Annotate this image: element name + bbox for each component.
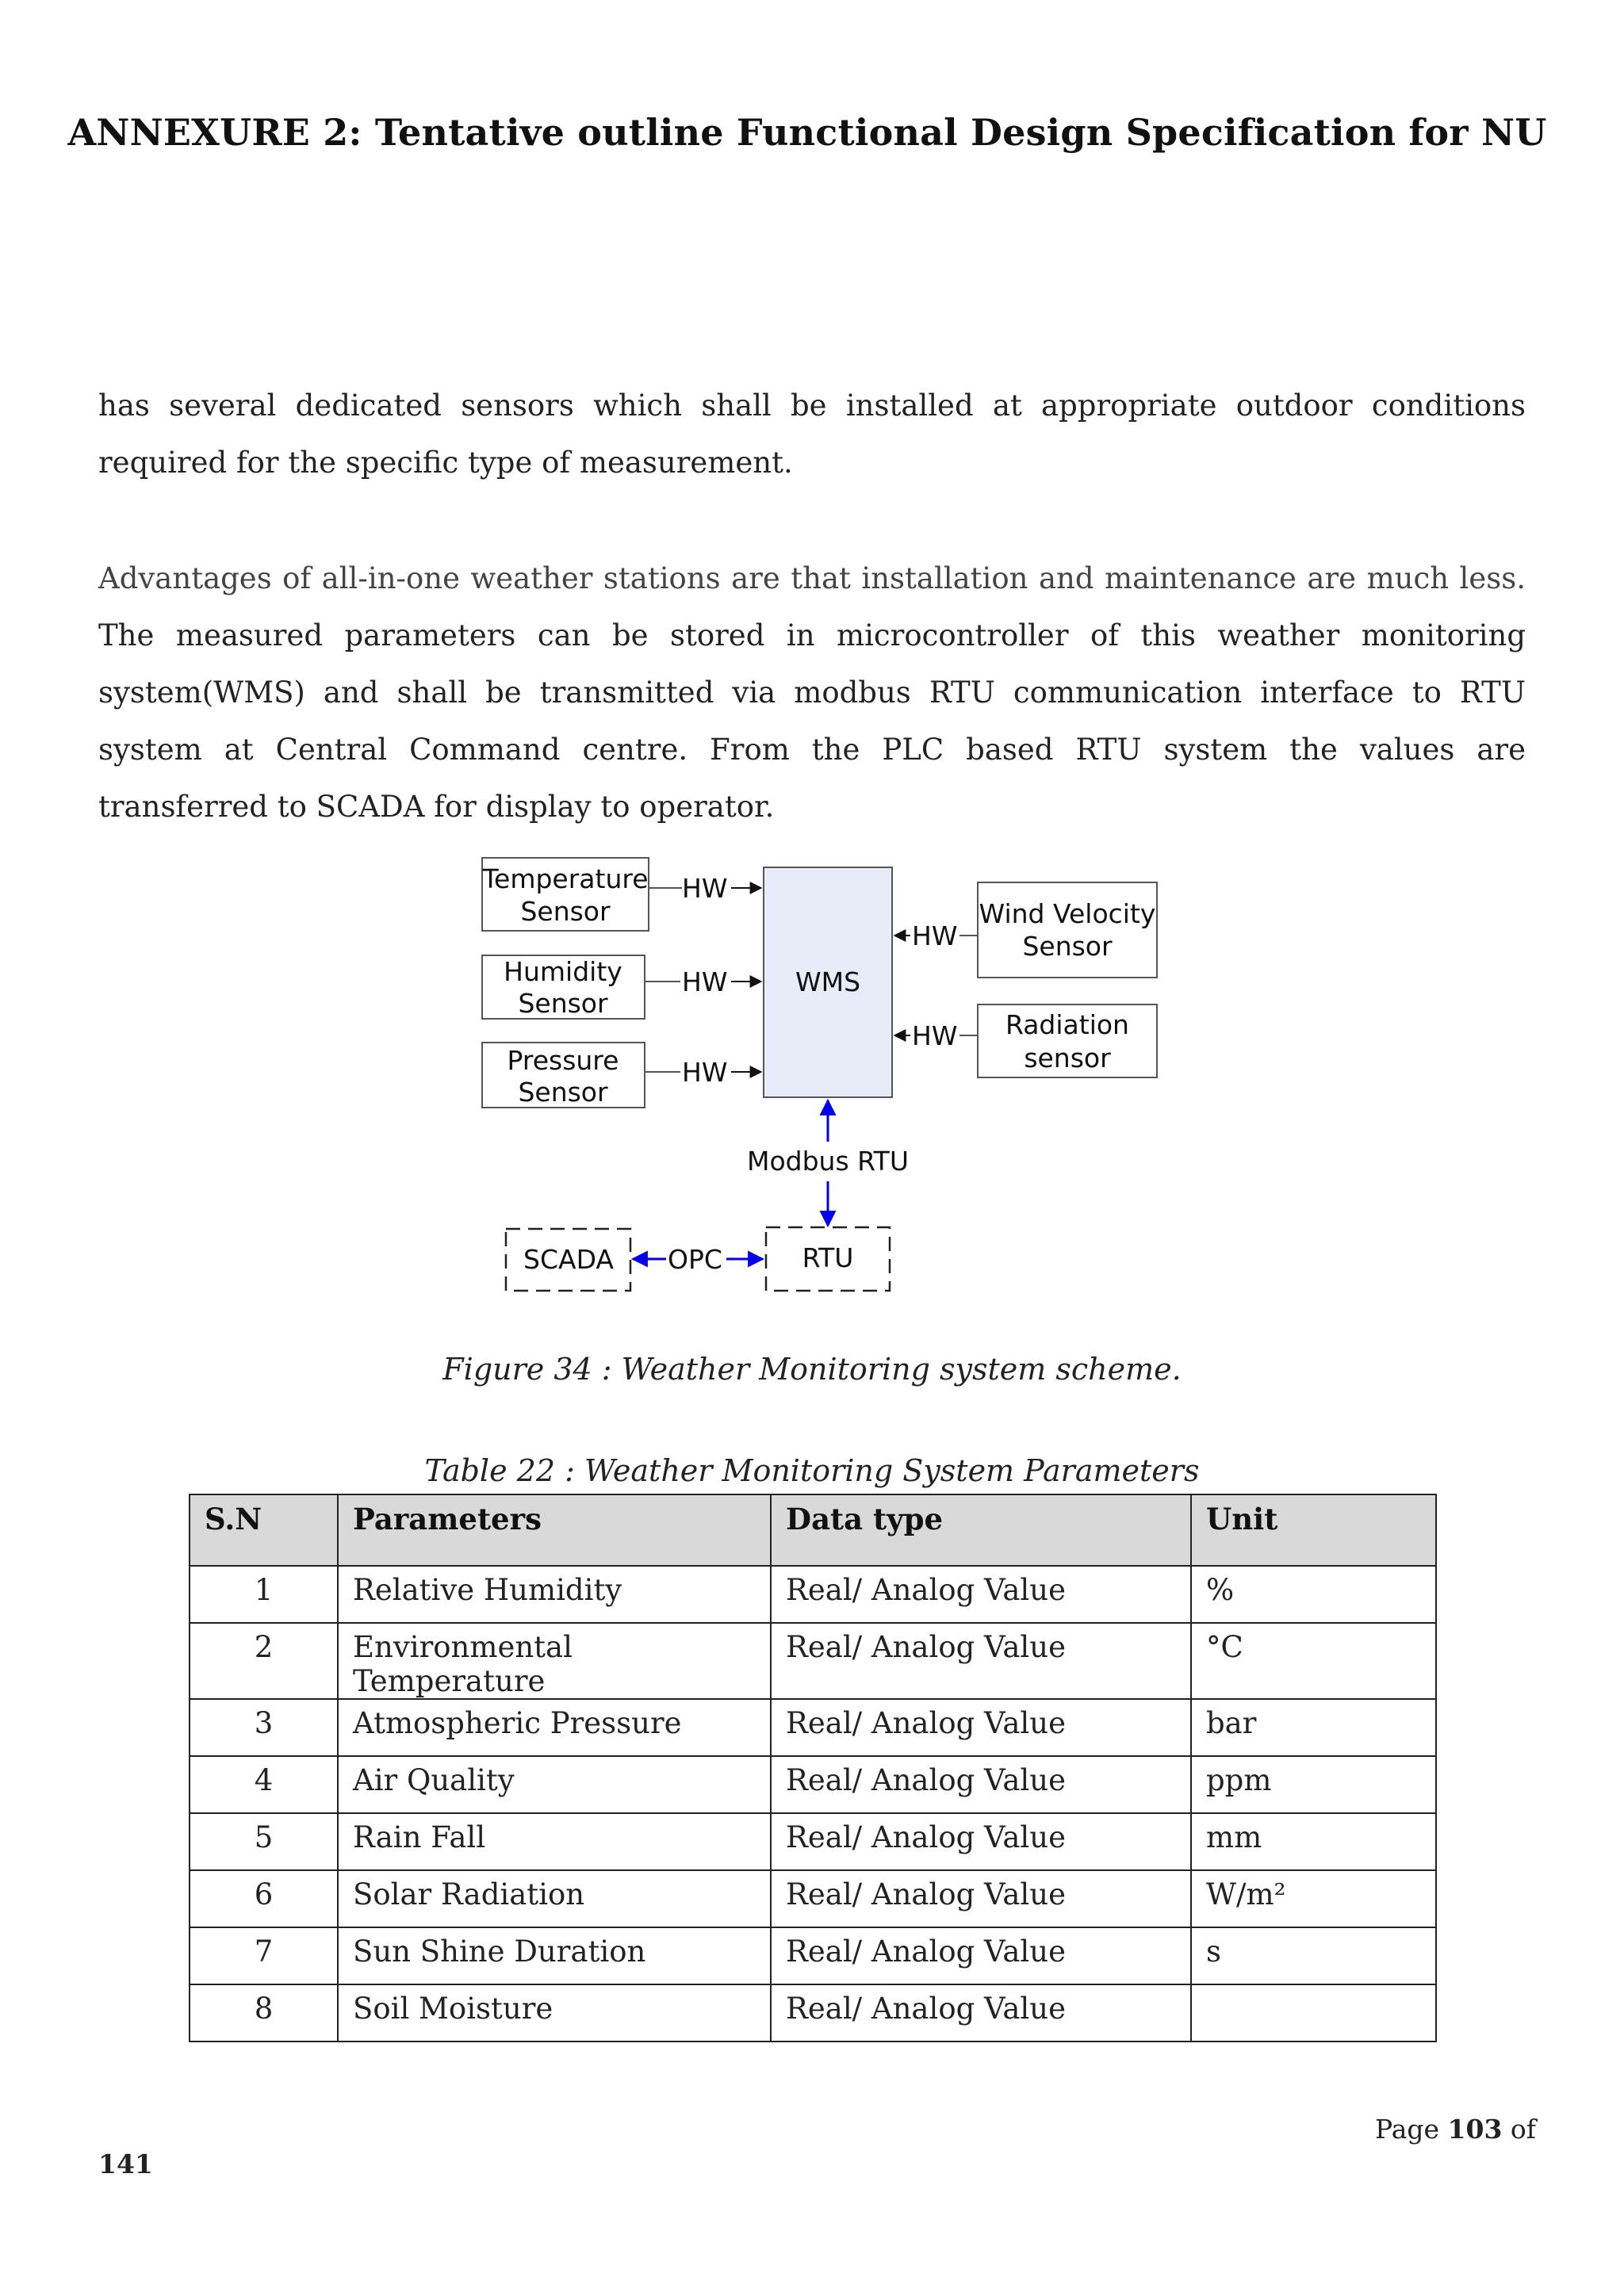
- radiation-sensor-label-1: Radiation: [1005, 1009, 1129, 1040]
- pressure-sensor-box: [482, 1043, 645, 1108]
- humidity-sensor-label-2: Sensor: [518, 988, 608, 1019]
- modbus-rtu-link: [747, 1100, 909, 1226]
- hw-link-pressure: [645, 1057, 761, 1088]
- cell-parameter: Relative Humidity: [338, 1566, 771, 1623]
- table-row: [190, 1927, 1436, 1984]
- hw-label-wind-velocity: HW: [912, 920, 958, 951]
- cell-sn: 5: [190, 1813, 338, 1870]
- table-row: [190, 1566, 1436, 1623]
- hw-link-temperature: [649, 873, 761, 904]
- wms-box: [764, 867, 892, 1097]
- hw-label-temperature: HW: [682, 873, 728, 904]
- cell-unit: °C: [1191, 1623, 1436, 1699]
- table-title: Table 22 : Weather Monitoring System Parameters: [424, 1453, 1200, 1488]
- header-data-type: Data type: [771, 1494, 1191, 1566]
- pressure-sensor-label-1: Pressure: [507, 1045, 619, 1076]
- cell-unit: [1191, 1984, 1436, 2042]
- parameters-table: [189, 1494, 1437, 2042]
- temperature-sensor-label-1: Temperature: [482, 863, 649, 894]
- wind-velocity-sensor-label-1: Wind Velocity: [979, 898, 1156, 929]
- table-row: [190, 1699, 1436, 1756]
- rtu-box: [766, 1227, 890, 1291]
- cell-unit: %: [1191, 1566, 1436, 1623]
- table-row: [190, 1813, 1436, 1870]
- scada-box: [506, 1229, 630, 1291]
- header-unit: Unit: [1191, 1494, 1436, 1566]
- hw-link-radiation: [894, 1020, 978, 1051]
- page-current: 103: [1447, 2114, 1503, 2145]
- hw-label-humidity: HW: [682, 966, 728, 997]
- hw-link-humidity: [645, 966, 761, 997]
- cell-unit: ppm: [1191, 1756, 1436, 1813]
- cell-parameter: Sun Shine Duration: [338, 1927, 771, 1984]
- page-total: 141: [98, 2149, 153, 2179]
- paragraph-advantages-lead: Advantages of all-in-one weather stations are that installation and maintenance are much less.: [98, 561, 1526, 595]
- cell-data-type: Real/ Analog Value: [771, 1756, 1191, 1813]
- modbus-rtu-label: Modbus RTU: [747, 1146, 909, 1177]
- radiation-sensor-label-2: sensor: [1024, 1043, 1111, 1073]
- radiation-sensor-box: [978, 1004, 1157, 1077]
- pressure-sensor-label-2: Sensor: [518, 1077, 608, 1108]
- paragraph-sensors: has several dedicated sensors which shall be installed at appropriate outdoor conditions required for the specific type of measurement.: [98, 388, 1526, 480]
- cell-sn: 7: [190, 1927, 338, 1984]
- paragraph-advantages: [98, 550, 1526, 836]
- page-suffix: of: [1502, 2114, 1537, 2145]
- cell-data-type: Real/ Analog Value: [771, 1870, 1191, 1927]
- cell-data-type: Real/ Analog Value: [771, 1699, 1191, 1756]
- cell-unit: bar: [1191, 1699, 1436, 1756]
- header-sn: S.N: [190, 1494, 338, 1566]
- cell-parameter: Rain Fall: [338, 1813, 771, 1870]
- page-number: [1375, 2114, 1536, 2145]
- cell-parameter: Environmental Temperature: [338, 1623, 771, 1699]
- cell-data-type: Real/ Analog Value: [771, 1927, 1191, 1984]
- page-title: ANNEXURE 2: Tentative outline Functional Design Specification for NU: [67, 111, 1547, 154]
- cell-data-type: Real/ Analog Value: [771, 1984, 1191, 2042]
- hw-label-pressure: HW: [682, 1057, 728, 1088]
- temperature-sensor-label-2: Sensor: [520, 896, 611, 927]
- cell-sn: 3: [190, 1699, 338, 1756]
- figure-caption: Figure 34 : Weather Monitoring system scheme.: [442, 1352, 1182, 1387]
- temperature-sensor-box: [481, 858, 649, 931]
- cell-sn: 6: [190, 1870, 338, 1927]
- wind-velocity-sensor-box: [978, 882, 1157, 978]
- header-parameters: Parameters: [338, 1494, 771, 1566]
- cell-unit: W/m²: [1191, 1870, 1436, 1927]
- cell-data-type: Real/ Analog Value: [771, 1566, 1191, 1623]
- page-prefix: Page: [1375, 2114, 1448, 2145]
- cell-parameter: Atmospheric Pressure: [338, 1699, 771, 1756]
- paragraph-advantages-rest: The measured parameters can be stored in microcontroller of this weather monitoring system(WMS) and shall be transmitted via modbus RTU communication interface to RTU system at Central Command centre. From the PLC based RTU system the values are transferred to SCADA for display to operator.: [98, 618, 1526, 824]
- wms-label: WMS: [795, 966, 861, 997]
- table-row: [190, 1756, 1436, 1813]
- cell-parameter: Air Quality: [338, 1756, 771, 1813]
- rtu-label: RTU: [802, 1242, 854, 1273]
- cell-unit: mm: [1191, 1813, 1436, 1870]
- humidity-sensor-label-1: Humidity: [504, 956, 622, 987]
- cell-data-type: Real/ Analog Value: [771, 1623, 1191, 1699]
- cell-unit: s: [1191, 1927, 1436, 1984]
- cell-sn: 8: [190, 1984, 338, 2042]
- table-header-row: [190, 1494, 1436, 1566]
- table-row: [190, 1870, 1436, 1927]
- wms-scheme-diagram: [444, 840, 1189, 1300]
- table-row: [190, 1623, 1436, 1699]
- cell-parameter: Soil Moisture: [338, 1984, 771, 2042]
- cell-sn: 4: [190, 1756, 338, 1813]
- cell-sn: 1: [190, 1566, 338, 1623]
- opc-label: OPC: [668, 1244, 722, 1275]
- cell-sn: 2: [190, 1623, 338, 1699]
- hw-label-radiation: HW: [912, 1020, 958, 1051]
- cell-parameter: Solar Radiation: [338, 1870, 771, 1927]
- table-row: [190, 1984, 1436, 2042]
- opc-link: [633, 1244, 763, 1275]
- hw-link-wind-velocity: [894, 920, 978, 951]
- cell-data-type: Real/ Analog Value: [771, 1813, 1191, 1870]
- scada-label: SCADA: [523, 1244, 614, 1275]
- humidity-sensor-box: [482, 955, 645, 1019]
- wind-velocity-sensor-label-2: Sensor: [1022, 931, 1113, 962]
